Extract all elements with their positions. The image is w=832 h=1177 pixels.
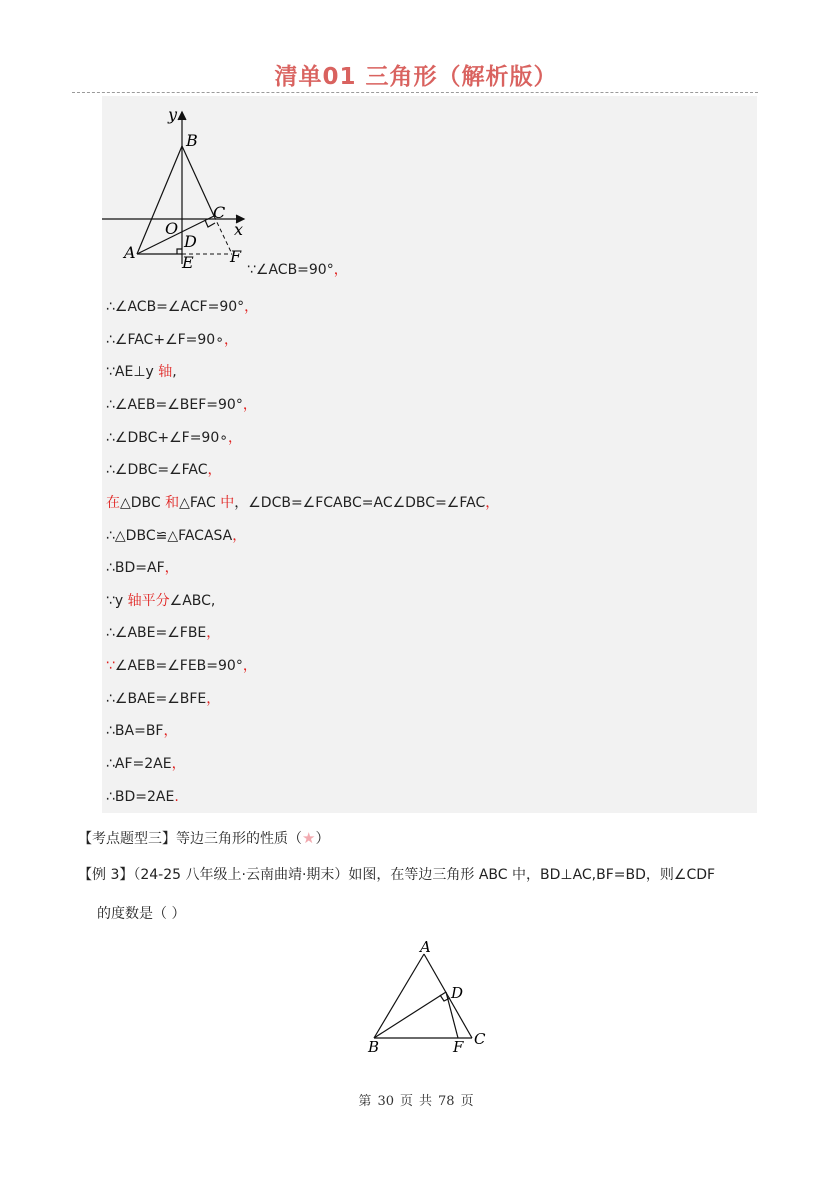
solution-line: ∵y 轴平分∠ABC, xyxy=(106,593,216,609)
solution-line: 在△DBC 和△FAC 中，∠DCB=∠FCABC=AC∠DBC=∠FAC， xyxy=(106,495,500,511)
label-O: O xyxy=(165,219,179,238)
solution-line: ∴BD=2AE. xyxy=(106,789,179,805)
label-y: y xyxy=(168,105,178,124)
label-B: B xyxy=(368,1038,380,1056)
equilateral-triangle-figure xyxy=(360,938,500,1058)
solution-line: ∴∠AEB=∠BEF=90°， xyxy=(106,397,257,413)
label-x: x xyxy=(234,220,244,239)
solution-line: ∴∠BAE=∠BFE， xyxy=(106,691,221,707)
label-A: A xyxy=(420,938,431,956)
label-F: F xyxy=(453,1038,464,1056)
solution-line: ∴BD=AF， xyxy=(106,560,179,576)
solution-line: ∴△DBC≌△FACASA， xyxy=(106,528,247,544)
solution-line: ∵AE⊥y 轴, xyxy=(106,364,177,380)
title-divider xyxy=(72,92,758,93)
label-E: E xyxy=(182,253,194,269)
star-icon: ★ xyxy=(302,829,316,847)
label-C: C xyxy=(474,1030,486,1048)
solution-line: ∴∠DBC+∠F=90∘， xyxy=(106,430,243,446)
label-A: A xyxy=(124,243,136,262)
page-footer: 第 30 页 共 78 页 xyxy=(358,1094,474,1109)
label-B: B xyxy=(186,131,198,150)
solution-line: ∴∠ACB=∠ACF=90°， xyxy=(106,299,259,315)
example-question-cont: 的度数是（ ） xyxy=(97,906,186,922)
example-question: 【例 3】（24-25 八年级上·云南曲靖·期末）如图，在等边三角形 ABC 中，BD⊥AC,BF=BD，则∠CDF xyxy=(78,867,716,883)
solution-line: ∴∠DBC=∠FAC， xyxy=(106,462,222,478)
solution-first-line: ∵∠ACB=90°， xyxy=(247,262,348,278)
label-F: F xyxy=(230,247,242,266)
label-C: C xyxy=(213,203,226,222)
solution-line: ∴∠FAC+∠F=90∘， xyxy=(106,332,238,348)
section-heading: 【考点题型三】等边三角形的性质（★） xyxy=(78,829,330,847)
page-title: 清单01 三角形（解析版） xyxy=(274,64,558,90)
solution-line: ∵∠AEB=∠FEB=90°， xyxy=(106,658,257,674)
coordinate-figure xyxy=(102,104,262,269)
solution-line: ∴AF=2AE， xyxy=(106,756,186,772)
solution-line: ∴∠ABE=∠FBE， xyxy=(106,625,221,641)
label-D: D xyxy=(184,232,197,251)
label-D: D xyxy=(451,984,464,1002)
solution-line: ∴BA=BF， xyxy=(106,723,178,739)
